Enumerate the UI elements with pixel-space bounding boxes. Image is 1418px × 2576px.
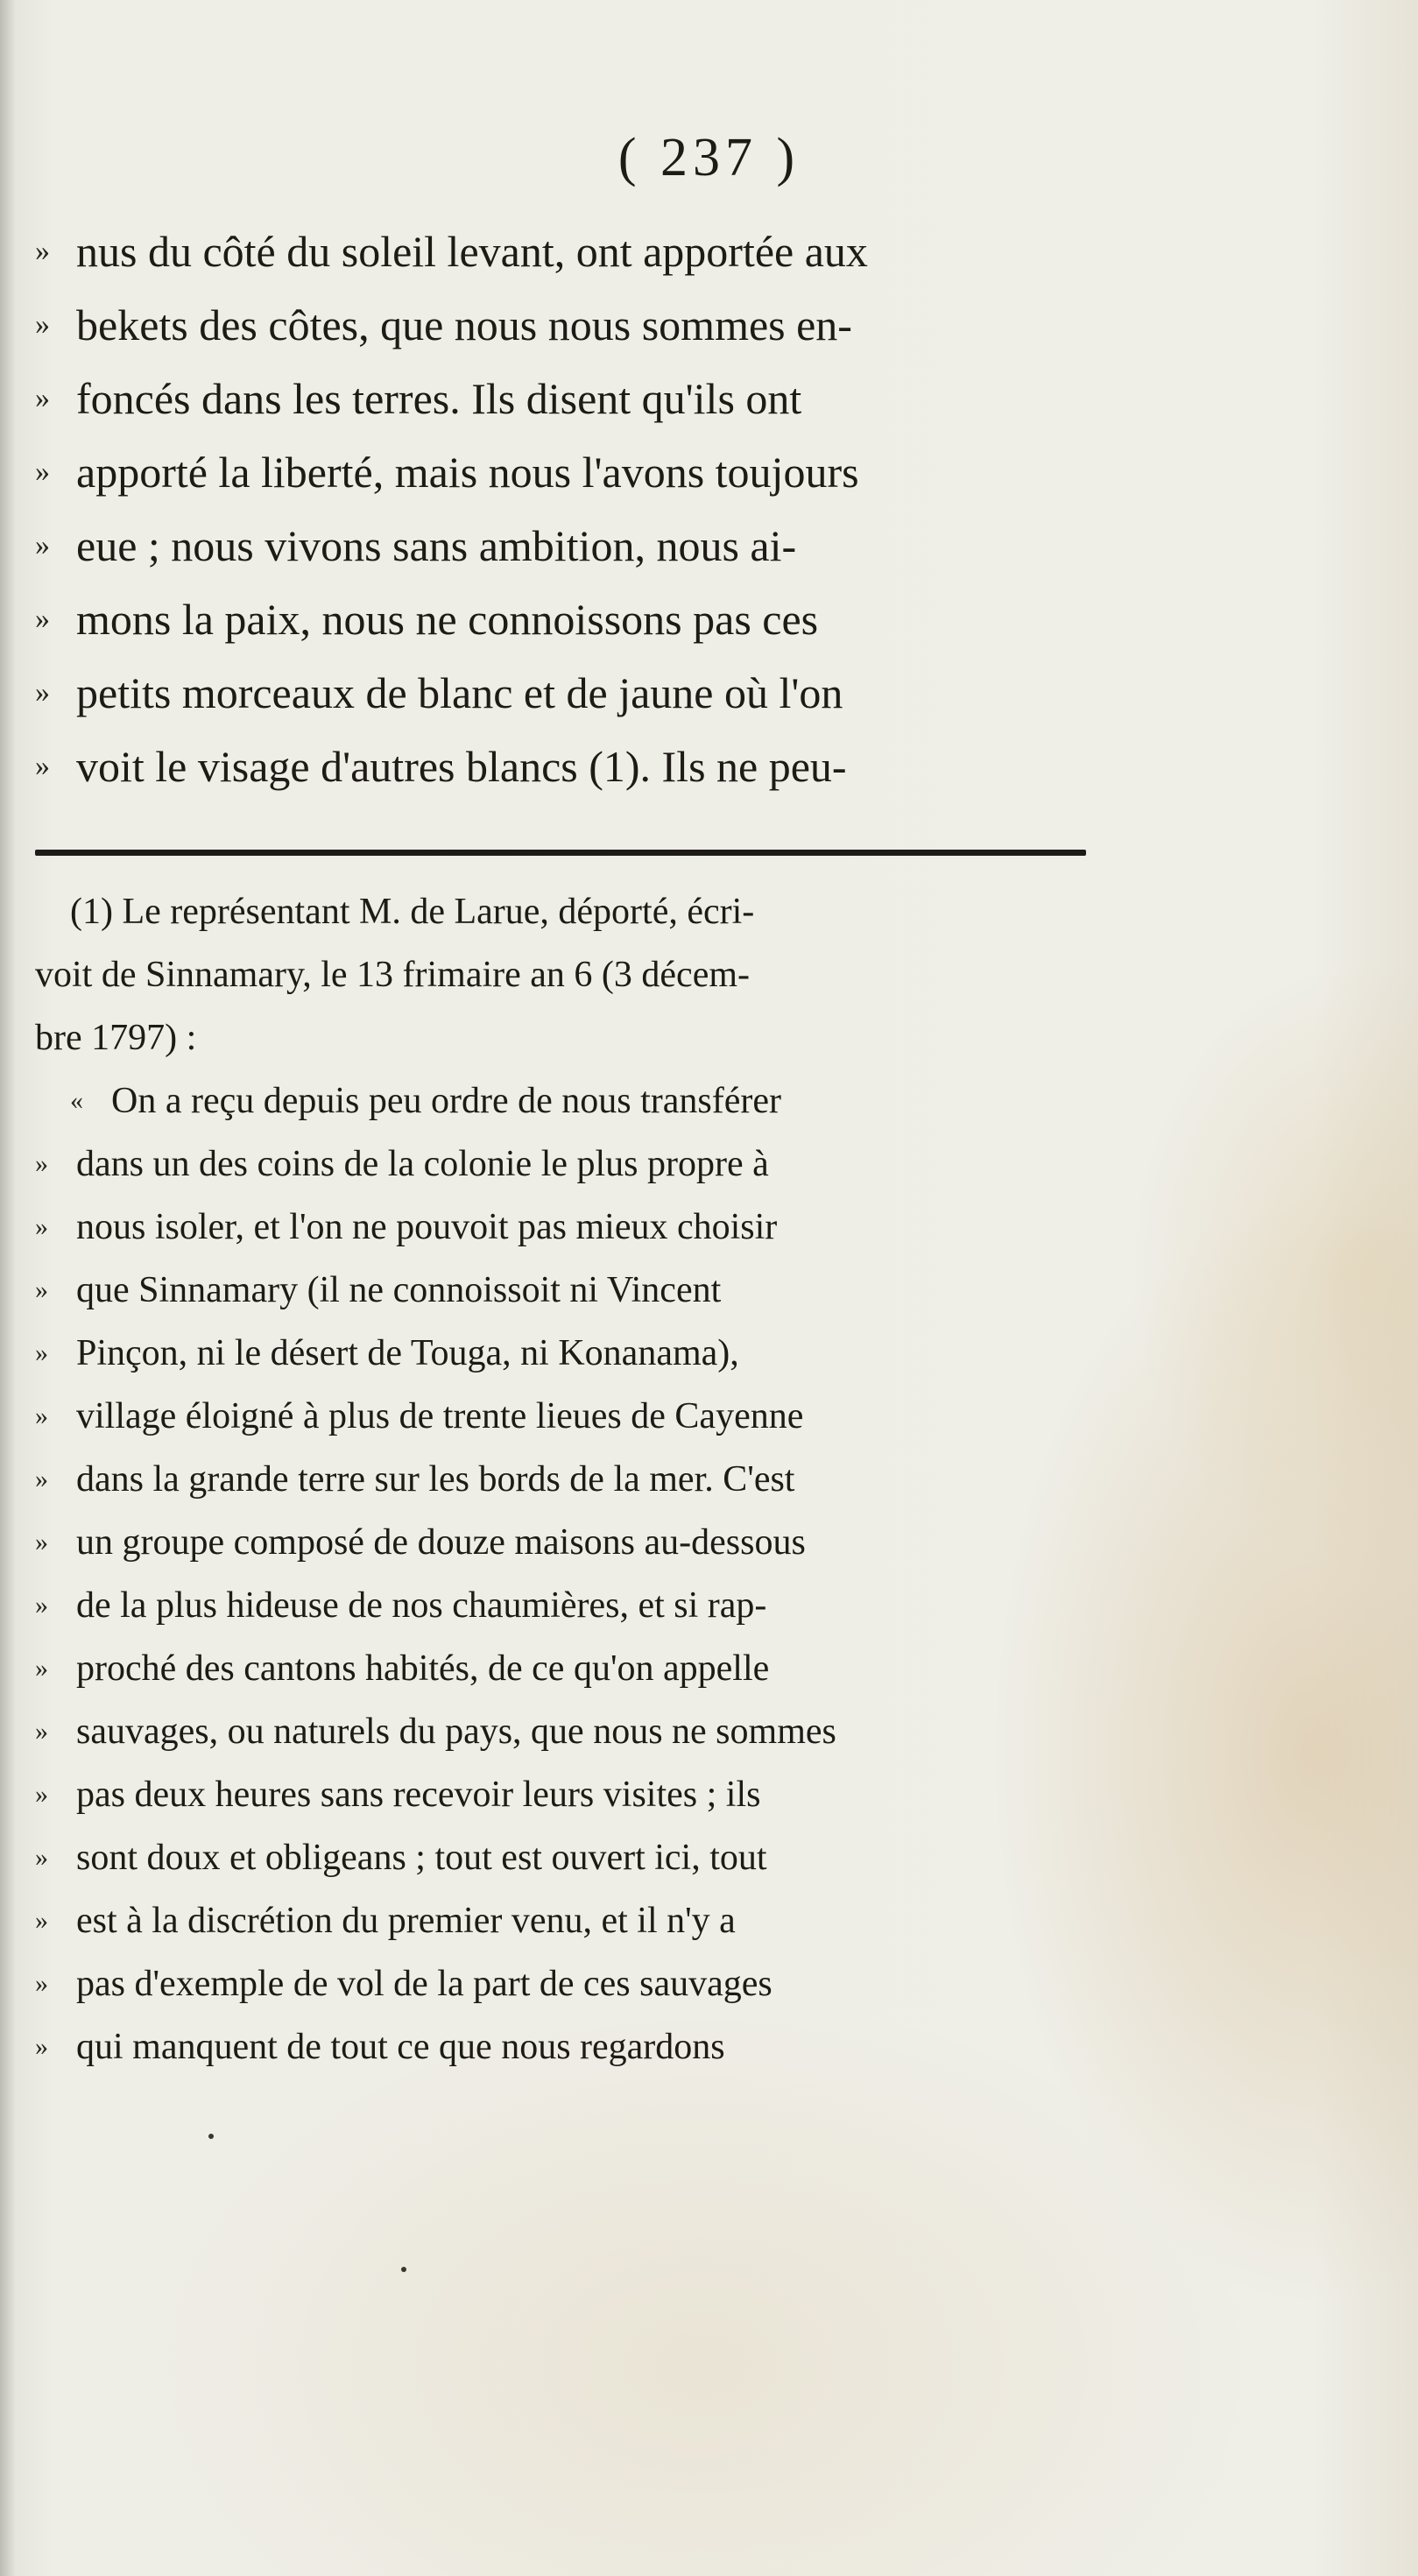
footnote-quote-line — [70, 1069, 1139, 1133]
quote-mark: « — [70, 1086, 83, 1115]
footnote-line: bre 1797) : — [35, 1018, 197, 1058]
line-text: un groupe composé de douze maisons au-dessous — [76, 1522, 806, 1563]
line-text: village éloigné à plus de trente lieues de Cayenne — [76, 1396, 804, 1436]
quote-mark: » — [35, 382, 50, 414]
text-line — [35, 435, 1104, 509]
line-text: nus du côté du soleil levant, ont apportée aux — [76, 227, 868, 276]
footnote-divider — [35, 850, 1086, 856]
text-line — [35, 215, 1104, 288]
quote-mark: » — [35, 676, 50, 709]
line-text: dans un des coins de la colonie le plus propre à — [76, 1144, 769, 1184]
quote-mark: » — [35, 1275, 48, 1304]
quote-mark: » — [35, 1780, 48, 1809]
footnote-quote-line — [35, 1574, 1104, 1637]
quote-mark: » — [35, 235, 50, 267]
footnote-line: (1) Le représentant M. de Larue, déporté, écri- — [70, 892, 755, 932]
quote-mark: » — [35, 1654, 48, 1683]
line-text: apporté la liberté, mais nous l'avons toujours — [76, 448, 859, 497]
line-text: On a reçu depuis peu ordre de nous transférer — [111, 1081, 782, 1121]
footnote-quote-line — [35, 1196, 1104, 1259]
line-text: petits morceaux de blanc et de jaune où l'on — [76, 668, 843, 717]
line-text: est à la discrétion du premier venu, et il n'y a — [76, 1901, 736, 1941]
line-text: proché des cantons habités, de ce qu'on appelle — [76, 1648, 770, 1689]
footnote-quote-line — [35, 1763, 1104, 1826]
quote-mark: » — [35, 1149, 48, 1178]
line-text: dans la grande terre sur les bords de la mer. C'est — [76, 1459, 795, 1500]
quote-mark: » — [35, 1401, 48, 1430]
quote-mark: » — [35, 1591, 48, 1620]
line-text: qui manquent de tout ce que nous regardons — [76, 2027, 725, 2067]
footnote-quote-line — [35, 1133, 1104, 1196]
line-text: eue ; nous vivons sans ambition, nous ai- — [76, 521, 797, 570]
quote-mark: » — [35, 529, 50, 561]
line-text: mons la paix, nous ne connoissons pas ces — [76, 595, 819, 644]
quote-mark: » — [35, 1212, 48, 1241]
footnote-quote-line — [35, 1637, 1104, 1700]
line-text: voit le visage d'autres blancs (1). Ils ne peu- — [76, 742, 847, 791]
footnote-quote-line — [35, 1889, 1104, 1952]
quote-mark: » — [35, 455, 50, 488]
quote-mark: » — [35, 1338, 48, 1367]
line-text: Pinçon, ni le désert de Touga, ni Konanama), — [76, 1333, 739, 1373]
ink-speck — [401, 2267, 406, 2272]
text-line — [35, 288, 1104, 362]
quote-mark: » — [35, 308, 50, 341]
footnote-quote-line — [35, 1700, 1104, 1763]
line-text: foncés dans les terres. Ils disent qu'ils ont — [76, 374, 802, 423]
line-text: nous isoler, et l'on ne pouvoit pas mieux choisir — [76, 1207, 778, 1247]
quote-mark: » — [35, 1843, 48, 1872]
line-text: de la plus hideuse de nos chaumières, et si rap- — [76, 1585, 767, 1626]
quote-mark: » — [35, 1906, 48, 1935]
footnote-quote-line — [35, 1952, 1104, 2015]
line-text: sont doux et obligeans ; tout est ouvert ici, tout — [76, 1838, 767, 1878]
line-text: pas deux heures sans recevoir leurs visites ; ils — [76, 1775, 761, 1815]
footnote-line: voit de Sinnamary, le 13 frimaire an 6 (3 décem- — [35, 955, 750, 995]
quote-mark: » — [35, 1717, 48, 1746]
text-line — [35, 509, 1104, 582]
ink-speck — [208, 2134, 214, 2139]
page-number: ( 237 ) — [617, 128, 801, 187]
line-text: que Sinnamary (il ne connoissoit ni Vincent — [76, 1270, 722, 1310]
footnote-quote-line — [35, 1826, 1104, 1889]
line-text: bekets des côtes, que nous nous sommes en- — [76, 300, 852, 349]
footnote-quote-line — [35, 2015, 1104, 2078]
text-line — [35, 656, 1104, 730]
quote-mark: » — [35, 2032, 48, 2061]
footnote-quote-line — [35, 1448, 1104, 1511]
quote-mark: » — [35, 1969, 48, 1998]
quote-mark: » — [35, 1528, 48, 1556]
text-line — [35, 582, 1104, 656]
binding-shadow — [0, 0, 16, 2576]
footnote-quote-line — [35, 1322, 1104, 1385]
footnote-quote-line — [35, 1385, 1104, 1448]
text-line — [35, 730, 1104, 803]
quote-mark: » — [35, 603, 50, 635]
footnote-quote-line — [35, 1259, 1104, 1322]
line-text: pas d'exemple de vol de la part de ces sauvages — [76, 1964, 772, 2004]
footnote-quote-line — [35, 1511, 1104, 1574]
quote-mark: » — [35, 750, 50, 782]
line-text: sauvages, ou naturels du pays, que nous ne sommes — [76, 1711, 836, 1752]
text-line — [35, 362, 1104, 435]
quote-mark: » — [35, 1464, 48, 1493]
